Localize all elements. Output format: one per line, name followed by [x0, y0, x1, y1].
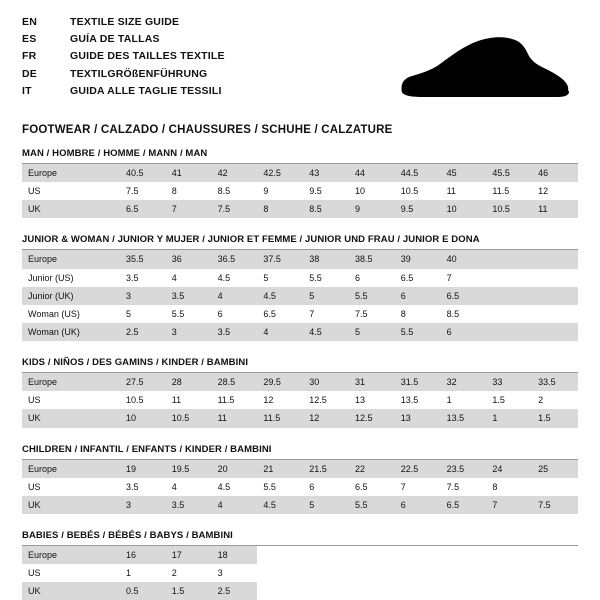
cell: 20	[212, 460, 258, 478]
cell-empty	[349, 546, 395, 564]
cell-empty	[349, 564, 395, 582]
cell: 46	[532, 164, 578, 182]
cell: 31	[349, 373, 395, 391]
cell: 30	[303, 373, 349, 391]
cell: 1	[120, 564, 166, 582]
cell: 19	[120, 460, 166, 478]
size-table-man	[22, 164, 578, 218]
cell: 28	[166, 373, 212, 391]
cell: 5	[303, 287, 349, 305]
cell-empty	[486, 546, 532, 564]
section-title: JUNIOR & WOMAN / JUNIOR Y MUJER / JUNIOR ET FEMME / JUNIOR UND FRAU / JUNIOR E DONA	[22, 234, 578, 250]
row-label: US	[22, 182, 120, 200]
cell: 37.5	[257, 250, 303, 268]
row-label: UK	[22, 496, 120, 514]
cell: 5.5	[395, 323, 441, 341]
cell: 11	[166, 391, 212, 409]
cell	[486, 250, 532, 268]
row-label: Europe	[22, 164, 120, 182]
row-label: Europe	[22, 373, 120, 391]
table-row	[22, 287, 578, 305]
table-row	[22, 269, 578, 287]
cell: 4	[212, 287, 258, 305]
cell: 40.5	[120, 164, 166, 182]
cell: 23.5	[441, 460, 487, 478]
row-label: Europe	[22, 546, 120, 564]
cell: 0.5	[120, 582, 166, 600]
cell	[532, 323, 578, 341]
cell: 22.5	[395, 460, 441, 478]
table-row	[22, 250, 578, 268]
table-row	[22, 373, 578, 391]
cell: 44.5	[395, 164, 441, 182]
table-row	[22, 496, 578, 514]
cell	[532, 287, 578, 305]
cell-empty	[257, 582, 303, 600]
cell: 11.5	[257, 409, 303, 427]
cell: 1.5	[532, 409, 578, 427]
cell: 21	[257, 460, 303, 478]
cell: 5.5	[349, 496, 395, 514]
cell: 1	[441, 391, 487, 409]
cell: 4.5	[303, 323, 349, 341]
cell: 35.5	[120, 250, 166, 268]
cell: 7.5	[120, 182, 166, 200]
cell: 8	[257, 200, 303, 218]
language-code: ES	[22, 33, 37, 46]
table-row	[22, 200, 578, 218]
cell: 1.5	[166, 582, 212, 600]
table-row	[22, 391, 578, 409]
cell-empty	[257, 546, 303, 564]
table-row	[22, 409, 578, 427]
cell	[532, 269, 578, 287]
cell: 4	[212, 496, 258, 514]
cell: 7	[303, 305, 349, 323]
cell: 9	[349, 200, 395, 218]
cell: 13.5	[395, 391, 441, 409]
table-row	[22, 305, 578, 323]
section-kids	[22, 357, 578, 427]
cell: 9.5	[395, 200, 441, 218]
language-row	[22, 14, 225, 31]
cell	[532, 478, 578, 496]
section-man	[22, 148, 578, 218]
cell-empty	[486, 582, 532, 600]
cell: 13	[349, 391, 395, 409]
cell: 4	[166, 478, 212, 496]
row-label: Junior (UK)	[22, 287, 120, 305]
cell	[486, 269, 532, 287]
cell: 8.5	[441, 305, 487, 323]
cell: 2	[166, 564, 212, 582]
language-row	[22, 48, 225, 65]
cell: 41	[166, 164, 212, 182]
row-label: Europe	[22, 460, 120, 478]
section-babies	[22, 530, 578, 600]
cell: 8.5	[303, 200, 349, 218]
cell: 11	[532, 200, 578, 218]
table-row	[22, 182, 578, 200]
table-row	[22, 546, 578, 564]
cell: 3.5	[212, 323, 258, 341]
cell-empty	[257, 564, 303, 582]
language-title: GUIDA ALLE TAGLIE TESSILI	[70, 84, 222, 97]
cell: 2.5	[212, 582, 258, 600]
cell: 7	[486, 496, 532, 514]
cell: 7	[166, 200, 212, 218]
cell: 5	[349, 323, 395, 341]
cell-empty	[532, 546, 578, 564]
row-label: UK	[22, 200, 120, 218]
cell: 7	[395, 478, 441, 496]
cell: 11	[441, 182, 487, 200]
cell: 36	[166, 250, 212, 268]
cell: 3.5	[166, 496, 212, 514]
cell: 10.5	[120, 391, 166, 409]
row-label: Woman (US)	[22, 305, 120, 323]
language-title: TEXTILE SIZE GUIDE	[70, 16, 180, 28]
cell: 5	[257, 269, 303, 287]
row-label: UK	[22, 582, 120, 600]
document-header	[22, 14, 578, 110]
table-row	[22, 564, 578, 582]
cell: 32	[441, 373, 487, 391]
row-label: UK	[22, 409, 120, 427]
cell: 4.5	[257, 287, 303, 305]
cell: 4	[257, 323, 303, 341]
cell: 12	[257, 391, 303, 409]
cell: 38	[303, 250, 349, 268]
cell: 8	[395, 305, 441, 323]
cell: 21.5	[303, 460, 349, 478]
dress-shoe-icon	[382, 30, 572, 110]
cell: 43	[303, 164, 349, 182]
cell: 19.5	[166, 460, 212, 478]
cell: 5.5	[257, 478, 303, 496]
language-title: GUÍA DE TALLAS	[70, 33, 160, 46]
cell: 45.5	[486, 164, 532, 182]
table-row	[22, 164, 578, 182]
row-label: US	[22, 478, 120, 496]
cell: 40	[441, 250, 487, 268]
footwear-category-title: FOOTWEAR / CALZADO / CHAUSSURES / SCHUHE / CALZATURE	[22, 124, 393, 136]
cell: 6.5	[120, 200, 166, 218]
cell: 6	[212, 305, 258, 323]
cell: 6	[349, 269, 395, 287]
cell: 6.5	[395, 269, 441, 287]
cell: 6	[395, 287, 441, 305]
cell: 39	[395, 250, 441, 268]
cell: 12.5	[349, 409, 395, 427]
cell: 33	[486, 373, 532, 391]
cell: 6.5	[349, 478, 395, 496]
cell-empty	[486, 564, 532, 582]
cell: 4	[166, 269, 212, 287]
cell	[532, 250, 578, 268]
table-row	[22, 478, 578, 496]
cell: 4.5	[257, 496, 303, 514]
table-row	[22, 323, 578, 341]
cell: 6.5	[441, 496, 487, 514]
section-children	[22, 444, 578, 514]
cell: 6.5	[441, 287, 487, 305]
cell: 10	[441, 200, 487, 218]
cell-empty	[532, 582, 578, 600]
size-table-babies	[22, 546, 578, 600]
cell: 12.5	[303, 391, 349, 409]
cell-empty	[395, 564, 441, 582]
language-row	[22, 83, 225, 100]
language-code: IT	[22, 84, 32, 97]
cell-empty	[395, 582, 441, 600]
cell: 11.5	[486, 182, 532, 200]
language-code: FR	[22, 50, 37, 63]
cell: 29.5	[257, 373, 303, 391]
cell	[532, 305, 578, 323]
size-table-junior-woman	[22, 250, 578, 341]
cell: 25	[532, 460, 578, 478]
table-row	[22, 582, 578, 600]
cell	[486, 305, 532, 323]
cell: 13.5	[441, 409, 487, 427]
cell: 10.5	[166, 409, 212, 427]
cell-empty	[303, 546, 349, 564]
cell: 11.5	[212, 391, 258, 409]
cell-empty	[532, 564, 578, 582]
cell: 3.5	[120, 478, 166, 496]
section-title: MAN / HOMBRE / HOMME / MANN / MAN	[22, 148, 578, 164]
size-table-children	[22, 460, 578, 514]
cell: 18	[212, 546, 258, 564]
cell: 3	[120, 287, 166, 305]
cell: 1	[486, 409, 532, 427]
cell-empty	[441, 582, 487, 600]
cell: 38.5	[349, 250, 395, 268]
cell: 10	[349, 182, 395, 200]
cell: 7	[441, 269, 487, 287]
cell-empty	[395, 546, 441, 564]
cell: 7.5	[532, 496, 578, 514]
cell: 28.5	[212, 373, 258, 391]
cell: 6.5	[257, 305, 303, 323]
cell: 33.5	[532, 373, 578, 391]
cell: 36.5	[212, 250, 258, 268]
cell: 6	[441, 323, 487, 341]
cell: 45	[441, 164, 487, 182]
cell: 5.5	[166, 305, 212, 323]
cell: 42.5	[257, 164, 303, 182]
cell: 10.5	[486, 200, 532, 218]
cell: 1.5	[486, 391, 532, 409]
cell: 12	[532, 182, 578, 200]
language-title: GUIDE DES TAILLES TEXTILE	[70, 50, 225, 63]
row-label: Junior (US)	[22, 269, 120, 287]
cell: 5	[303, 496, 349, 514]
cell: 6	[395, 496, 441, 514]
cell: 5.5	[303, 269, 349, 287]
section-title: CHILDREN / INFANTIL / ENFANTS / KINDER / BAMBINI	[22, 444, 578, 460]
cell-empty	[303, 564, 349, 582]
cell: 8	[166, 182, 212, 200]
cell: 8	[486, 478, 532, 496]
cell: 12	[303, 409, 349, 427]
row-label: Europe	[22, 250, 120, 268]
cell	[486, 287, 532, 305]
cell: 24	[486, 460, 532, 478]
language-row	[22, 66, 225, 83]
cell: 3	[212, 564, 258, 582]
cell: 22	[349, 460, 395, 478]
cell-empty	[441, 564, 487, 582]
section-title: KIDS / NIÑOS / DES GAMINS / KINDER / BAMBINI	[22, 357, 578, 373]
size-table-kids	[22, 373, 578, 427]
cell: 44	[349, 164, 395, 182]
cell: 13	[395, 409, 441, 427]
cell: 9	[257, 182, 303, 200]
cell: 42	[212, 164, 258, 182]
row-label: US	[22, 564, 120, 582]
cell: 10.5	[395, 182, 441, 200]
cell: 3	[120, 496, 166, 514]
cell: 9.5	[303, 182, 349, 200]
language-code: DE	[22, 67, 37, 80]
cell: 16	[120, 546, 166, 564]
cell: 3.5	[166, 287, 212, 305]
table-row	[22, 460, 578, 478]
cell: 31.5	[395, 373, 441, 391]
cell: 8.5	[212, 182, 258, 200]
row-label: Woman (UK)	[22, 323, 120, 341]
cell: 3.5	[120, 269, 166, 287]
section-title: BABIES / BEBÉS / BÉBÉS / BABYS / BAMBINI	[22, 530, 578, 546]
cell: 17	[166, 546, 212, 564]
cell: 6	[303, 478, 349, 496]
cell-empty	[303, 582, 349, 600]
cell: 11	[212, 409, 258, 427]
cell: 2	[532, 391, 578, 409]
cell-empty	[349, 582, 395, 600]
cell	[486, 323, 532, 341]
cell: 5	[120, 305, 166, 323]
cell: 4.5	[212, 269, 258, 287]
language-row	[22, 31, 225, 48]
cell: 7.5	[441, 478, 487, 496]
cell: 2.5	[120, 323, 166, 341]
cell: 5.5	[349, 287, 395, 305]
cell: 27.5	[120, 373, 166, 391]
cell: 7.5	[349, 305, 395, 323]
cell: 4.5	[212, 478, 258, 496]
cell: 3	[166, 323, 212, 341]
cell: 10	[120, 409, 166, 427]
language-code: EN	[22, 16, 37, 28]
language-title: TEXTILGRÖßENFÜHRUNG	[70, 67, 208, 80]
language-title-list	[22, 14, 225, 100]
cell-empty	[441, 546, 487, 564]
cell: 7.5	[212, 200, 258, 218]
row-label: US	[22, 391, 120, 409]
section-junior-woman	[22, 234, 578, 341]
